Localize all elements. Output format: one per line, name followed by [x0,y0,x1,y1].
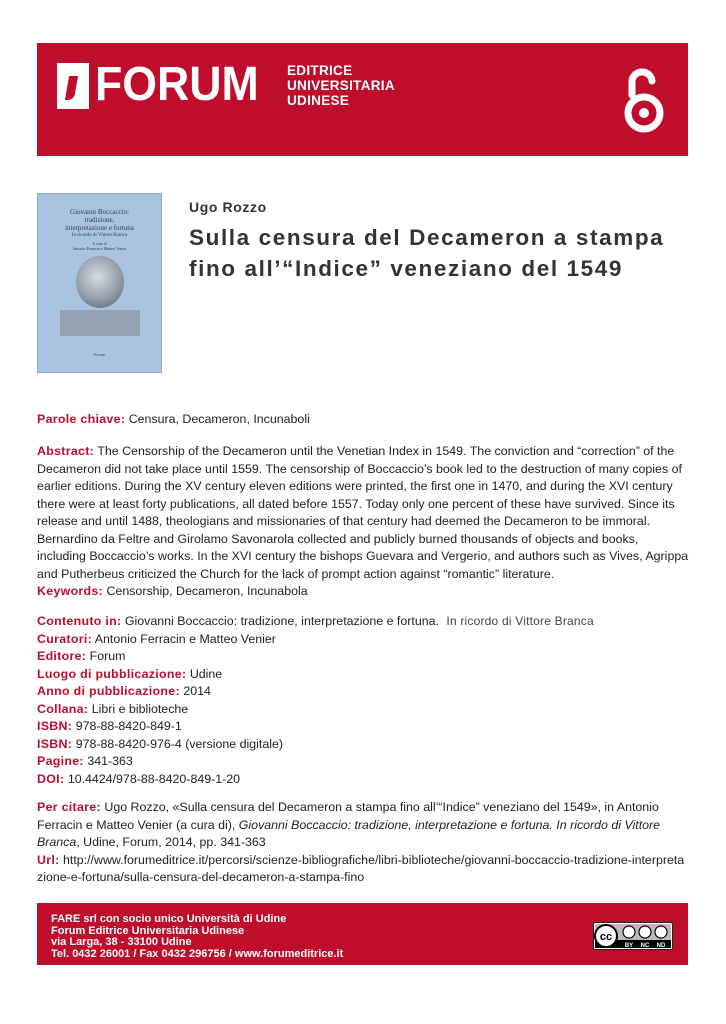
meta-note: In ricordo di Vittore Branca [446,614,594,628]
open-access-icon [622,65,666,135]
keywords-value: Censorship, Decameron, Incunabola [106,584,308,598]
logo-sub-line: UNIVERSITARIA [287,78,395,93]
cover-title-line: tradizione, [84,216,115,224]
meta-value: 341-363 [87,754,133,768]
logo-sub-line: UDINESE [287,93,350,108]
footer-address [51,914,343,960]
article-author: Ugo Rozzo [189,199,267,215]
meta-label: Curatori: [37,631,93,646]
cover-title-line: interpretazione e fortuna [65,224,134,232]
meta-curatori [37,631,689,649]
publisher-footer [37,903,688,965]
abstract-text: The Censorship of the Decameron until the Venetian Index in 1549. The conviction and “correction” of the Decameron did not take place until 1559. The censorship of Boccaccio’s book led to the destruction of many copies of earlier editions. During the XV century eleven editions were printed, the first one in 1470, and during the XVI century there were at least forty publications, all dated before 1557. Today only one percent of these have survived. Since its release and until 1488, theologians and missionaries of that century had deemed the Decameron to be immoral. Bernardino da Feltre and Girolamo Savonarola collected and publicly burned thousands of objects and books, including Boccaccio’s works. In the XVI century the bishops Guevara and Vergerio, and authors such as Vives, Agrippa and Putherbeus criticized the Church for the lack of prompt action against “romantic” literature. [37,444,689,581]
meta-luogo [37,666,689,684]
cover-curators-label: A cura di [92,241,107,246]
license-nd-text: ND [656,943,666,949]
parole-chiave [37,411,689,429]
meta-label: Anno di pubblicazione: [37,684,180,698]
meta-value: 978-88-8420-849-1 [75,719,182,733]
license-by-text: BY [624,943,634,949]
meta-label: Luogo di pubblicazione: [37,666,187,681]
citation-url [37,852,689,887]
keywords-label: Keywords: [37,584,104,598]
cover-medallion-image [76,256,124,308]
logo-subtitle [287,63,395,108]
citation-label: Per citare: [37,800,101,814]
meta-value: Forum [89,649,126,663]
cover-title-line: Giovanni Boccaccio: [70,208,129,216]
meta-label: Editore: [37,649,87,663]
logo-sub-line: EDITRICE [287,63,353,78]
meta-value[interactable]: 10.4424/978-88-8420-849-1-20 [67,771,241,786]
meta-label: ISBN: [37,719,73,733]
meta-value: 2014 [183,684,211,698]
meta-pagine [37,753,689,771]
abstract [37,443,689,601]
cover-subtitle: In ricordo di Vittore Branca [71,233,128,238]
creative-commons-by-nc-nd-icon[interactable] [593,922,673,950]
forum-logo-mark-icon [57,63,89,109]
license-cc-text: cc [599,931,613,943]
cover-plate-image [60,310,140,336]
url-link[interactable]: http://www.forumeditrice.it/percorsi/scienze-bibliografiche/libri-biblioteche/giovanni-boccaccio-tradizione-interpretazione-e-fortuna/sulla-censura-del-decameron-a-stampa-fino [37,852,685,884]
cover-publisher: Forum [94,352,105,357]
footer-line: via Larga, 38 - 33100 Udine [51,936,192,948]
url-label: Url: [37,852,60,867]
meta-collana [37,701,689,719]
abstract-label: Abstract: [37,444,95,458]
parole-chiave-value: Censura, Decameron, Incunaboli [128,412,310,426]
meta-label: Pagine: [37,754,84,768]
citation-rest: , Udine, Forum, 2014, pp. 341-363 [76,835,266,849]
meta-contenuto [37,613,689,631]
book-cover[interactable] [37,193,162,373]
meta-label: Contenuto in: [37,614,122,628]
publisher-banner [37,43,688,156]
citation-block [37,799,689,887]
meta-isbn-digital [37,736,689,754]
citation-text: Ugo Rozzo, «Sulla censura del Decameron a stampa fino all’“Indice” veneziano del 1549», in Antonio Ferracin e Matteo Venier (a cura di), [37,800,659,832]
meta-label: Collana: [37,701,89,716]
meta-value: Antonio Ferracin e Matteo Venier [94,631,276,646]
meta-anno [37,683,689,701]
meta-label: DOI: [37,771,65,786]
meta-doi [37,771,689,789]
meta-label: ISBN: [37,736,73,751]
meta-isbn [37,718,689,736]
meta-value: Giovanni Boccaccio: tradizione, interpretazione e fortuna. [124,614,439,628]
license-nc-text: NC [640,943,650,949]
footer-line: FARE srl con socio unico Università di Udine [51,913,287,925]
meta-value: Libri e biblioteche [91,701,189,716]
footer-line: Forum Editrice Universitaria Udinese [51,924,245,937]
article-title [189,222,664,284]
title-line: fino all’“Indice” veneziano del 1549 [189,256,623,281]
meta-editore [37,648,689,666]
cover-curators: Antonio Ferracin e Matteo Venier [72,246,127,251]
meta-value: Udine [189,666,223,681]
citation-book-title: Giovanni Boccaccio: tradizione, interpretazione e fortuna. In ricordo di Vittore Branca [37,817,661,849]
metadata-block [37,613,689,788]
parole-chiave-label: Parole chiave: [37,412,126,426]
meta-value: 978-88-8420-976-4 (versione digitale) [75,736,284,751]
title-line: Sulla censura del Decameron a stampa [189,225,665,250]
footer-line: Tel. 0432 26001 / Fax 0432 296756 / www.forumeditrice.it [51,947,344,960]
logo-word: FORUM [95,58,259,111]
keywords [37,583,689,601]
